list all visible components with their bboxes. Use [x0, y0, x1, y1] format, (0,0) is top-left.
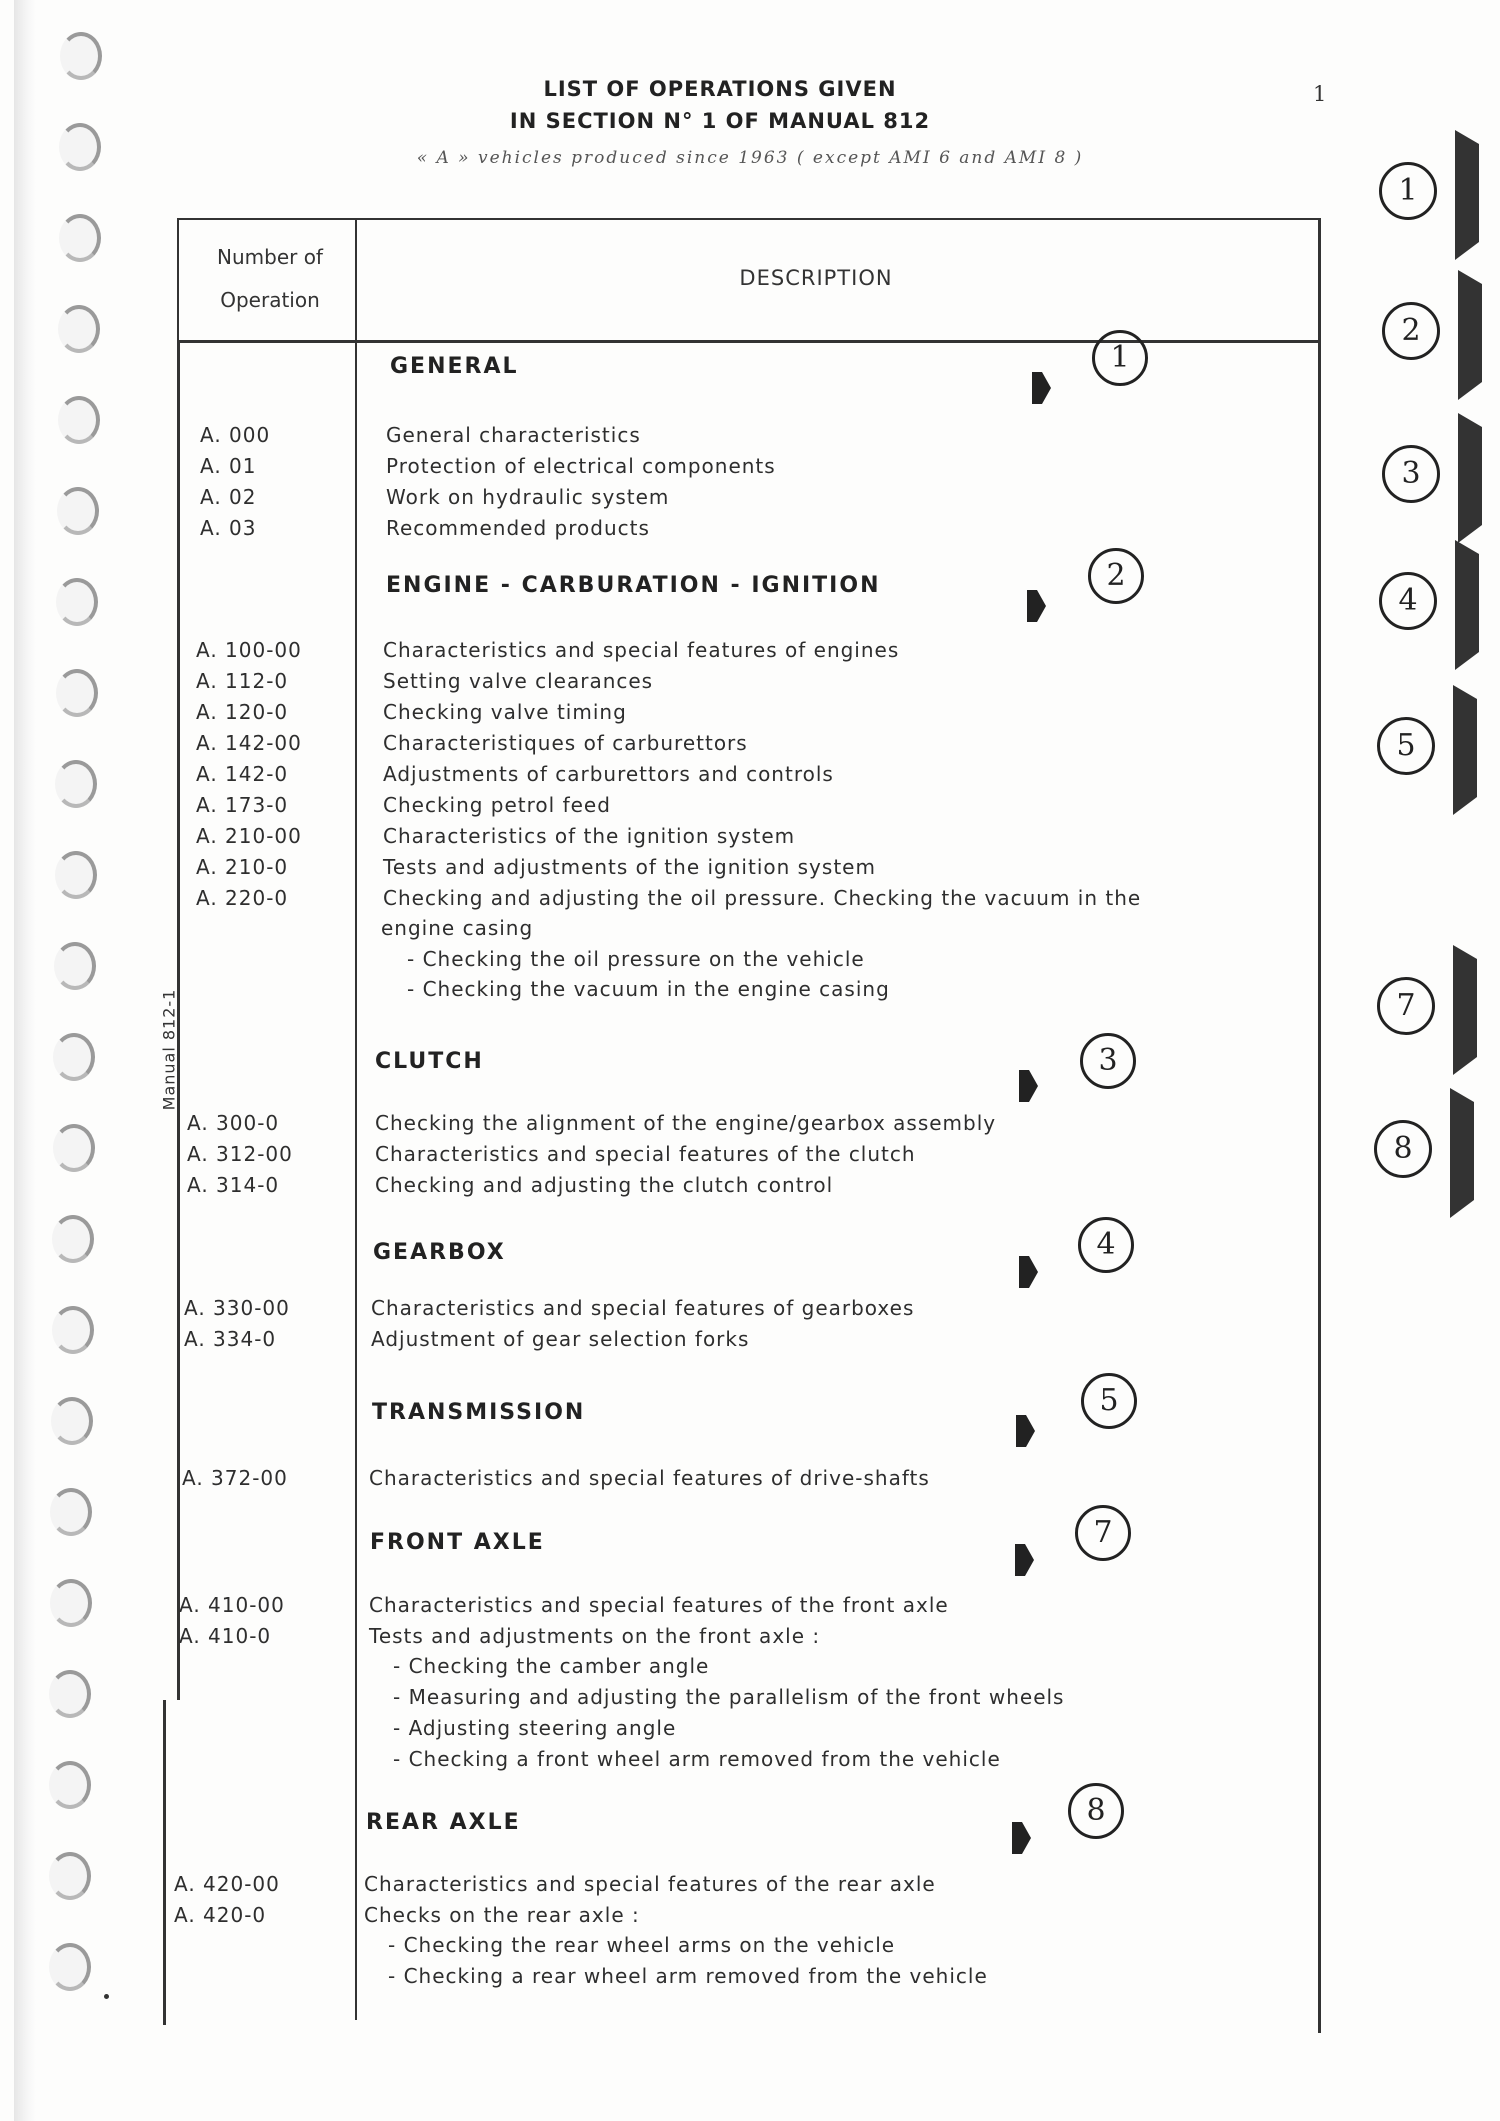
operation-number: A. 03 [200, 516, 257, 540]
operation-number: A. 330-00 [184, 1296, 290, 1320]
table-column-divider [355, 340, 357, 2020]
operation-description: Characteristics and special features of drive-shafts [369, 1466, 930, 1490]
operation-description: Characteristics and special features of the rear axle [364, 1872, 936, 1896]
margin-tab-edge [1447, 685, 1487, 815]
operation-subitem: - Checking the camber angle [393, 1654, 710, 1678]
punch-hole [54, 942, 96, 990]
operation-description: Tests and adjustments on the front axle : [369, 1624, 821, 1648]
operation-number: A. 210-0 [196, 855, 289, 879]
punch-hole [50, 1488, 92, 1536]
binding-strip [14, 0, 36, 2121]
arrow-right-icon [1014, 1409, 1036, 1453]
margin-tab-number: 1 [1379, 162, 1437, 220]
operation-description: Characteristics and special features of the front axle [369, 1593, 949, 1617]
section-arrow [1025, 584, 1047, 628]
punch-hole [58, 305, 100, 353]
section-arrow [1017, 1250, 1039, 1294]
margin-tab-number: 7 [1377, 977, 1435, 1035]
section-title: ENGINE - CARBURATION - IGNITION [386, 573, 881, 598]
operation-description: Checking petrol feed [383, 793, 611, 817]
column-header-number [190, 236, 350, 322]
operation-description: Checking and adjusting the clutch control [375, 1173, 834, 1197]
punch-hole [58, 396, 100, 444]
operation-subitem: - Checking the oil pressure on the vehicle [407, 947, 865, 971]
operation-description-continued: engine casing [381, 916, 534, 940]
section-arrow [1030, 366, 1052, 410]
margin-tab-edge [1449, 130, 1489, 260]
operation-subitem: - Checking the vacuum in the engine casing [407, 977, 890, 1001]
subtitle: « A » vehicles produced since 1963 ( except AMI 6 and AMI 8 ) [416, 148, 1084, 168]
operation-description: Work on hydraulic system [386, 485, 670, 509]
operation-number: A. 420-00 [174, 1872, 280, 1896]
operation-subitem: - Measuring and adjusting the parallelism of the front wheels [393, 1685, 1065, 1709]
section-title: GEARBOX [373, 1240, 506, 1265]
title-line-1: LIST OF OPERATIONS GIVEN [543, 77, 897, 101]
punch-hole [49, 1761, 91, 1809]
section-title: REAR AXLE [366, 1810, 521, 1835]
margin-tab-number: 2 [1382, 302, 1440, 360]
operation-description: Protection of electrical components [386, 454, 776, 478]
margin-tab-number: 4 [1379, 572, 1437, 630]
operation-number: A. 312-00 [187, 1142, 293, 1166]
column-header-description: DESCRIPTION [739, 266, 893, 290]
punch-hole [59, 123, 101, 171]
section-tab-number: 1 [1092, 330, 1148, 386]
operation-number: A. 01 [200, 454, 257, 478]
arrow-right-icon [1017, 1250, 1039, 1294]
operation-number: A. 000 [200, 423, 271, 447]
operation-number: A. 410-00 [179, 1593, 285, 1617]
operation-subitem: - Checking the rear wheel arms on the vehicle [388, 1933, 896, 1957]
page-number: 1 [1313, 82, 1327, 106]
operation-number: A. 142-00 [196, 731, 302, 755]
operation-number: A. 372-00 [182, 1466, 288, 1490]
punch-hole [56, 578, 98, 626]
table-header-border [178, 340, 1320, 343]
section-title: TRANSMISSION [372, 1400, 586, 1425]
operation-description: Checking the alignment of the engine/gearbox assembly [375, 1111, 997, 1135]
section-title: GENERAL [390, 354, 519, 379]
arrow-right-icon [1025, 584, 1047, 628]
operation-number: A. 112-0 [196, 669, 289, 693]
arrow-right-icon [1017, 1064, 1039, 1108]
operation-number: A. 210-00 [196, 824, 302, 848]
operation-number: A. 100-00 [196, 638, 302, 662]
operation-description: Characteristics and special features of engines [383, 638, 900, 662]
table-top-border [178, 218, 1320, 220]
operation-number: A. 334-0 [184, 1327, 277, 1351]
operation-description: Recommended products [386, 516, 650, 540]
operation-description: Characteristics and special features of the clutch [375, 1142, 916, 1166]
section-arrow [1010, 1816, 1032, 1860]
punch-hole [50, 1579, 92, 1627]
operation-subitem: - Checking a rear wheel arm removed from the vehicle [388, 1964, 988, 1988]
punch-hole [53, 1033, 95, 1081]
margin-tab-edge [1452, 413, 1492, 543]
column-header-number-line2: Operation [220, 288, 320, 312]
section-arrow [1014, 1409, 1036, 1453]
operation-description: General characteristics [386, 423, 641, 447]
operation-description: Characteristics and special features of gearboxes [371, 1296, 915, 1320]
section-arrow [1013, 1538, 1035, 1582]
margin-tab-edge [1452, 270, 1492, 400]
punch-hole [51, 1397, 93, 1445]
manual-side-label: Manual 812-1 [159, 988, 179, 1111]
title-line-2: IN SECTION N° 1 OF MANUAL 812 [509, 109, 931, 133]
punch-hole [49, 1943, 91, 1991]
operation-description: Checking valve timing [383, 700, 627, 724]
margin-tab-edge [1444, 1088, 1484, 1218]
operation-subitem: - Adjusting steering angle [393, 1716, 677, 1740]
table-left-border-lower [163, 1700, 166, 2025]
arrow-right-icon [1013, 1538, 1035, 1582]
section-tab-number: 5 [1081, 1373, 1137, 1429]
operation-number: A. 420-0 [174, 1903, 267, 1927]
ink-dot [104, 1994, 109, 1999]
column-header-number-line1: Number of [217, 245, 323, 269]
punch-hole [53, 1124, 95, 1172]
punch-hole [49, 1852, 91, 1900]
table-left-border-header [177, 218, 179, 340]
punch-hole [55, 851, 97, 899]
punch-hole [55, 760, 97, 808]
arrow-right-icon [1010, 1816, 1032, 1860]
arrow-right-icon [1030, 366, 1052, 410]
punch-hole [56, 669, 98, 717]
operation-number: A. 173-0 [196, 793, 289, 817]
section-tab-number: 2 [1088, 548, 1144, 604]
section-title: CLUTCH [375, 1049, 484, 1074]
section-tab-number: 7 [1075, 1505, 1131, 1561]
section-tab-number: 4 [1078, 1217, 1134, 1273]
punch-hole [52, 1306, 94, 1354]
punch-hole [57, 487, 99, 535]
section-title: FRONT AXLE [370, 1530, 545, 1555]
punch-hole [52, 1215, 94, 1263]
section-tab-number: 8 [1068, 1783, 1124, 1839]
operation-number: A. 410-0 [179, 1624, 272, 1648]
operation-number: A. 314-0 [187, 1173, 280, 1197]
operation-number: A. 220-0 [196, 886, 289, 910]
section-tab-number: 3 [1080, 1033, 1136, 1089]
operation-description: Characteristics of the ignition system [383, 824, 796, 848]
margin-tab-number: 3 [1382, 445, 1440, 503]
punch-hole [60, 32, 102, 80]
operation-number: A. 120-0 [196, 700, 289, 724]
punch-hole [49, 1670, 91, 1718]
operation-description: Tests and adjustments of the ignition system [383, 855, 876, 879]
operation-description: Setting valve clearances [383, 669, 654, 693]
operation-subitem: - Checking a front wheel arm removed from the vehicle [393, 1747, 1001, 1771]
operation-number: A. 300-0 [187, 1111, 280, 1135]
operation-description: Adjustment of gear selection forks [371, 1327, 750, 1351]
table-right-border [1318, 218, 1321, 2033]
operation-description: Checking and adjusting the oil pressure. Checking the vacuum in the [383, 886, 1142, 910]
operation-number: A. 02 [200, 485, 257, 509]
margin-tab-number: 8 [1374, 1120, 1432, 1178]
operation-description: Characteristiques of carburettors [383, 731, 748, 755]
margin-tab-edge [1447, 945, 1487, 1075]
operation-number: A. 142-0 [196, 762, 289, 786]
punch-hole [59, 214, 101, 262]
operation-description: Checks on the rear axle : [364, 1903, 640, 1927]
table-left-border [177, 340, 180, 1700]
margin-tab-number: 5 [1377, 717, 1435, 775]
operation-description: Adjustments of carburettors and controls [383, 762, 834, 786]
margin-tab-edge [1449, 540, 1489, 670]
section-arrow [1017, 1064, 1039, 1108]
